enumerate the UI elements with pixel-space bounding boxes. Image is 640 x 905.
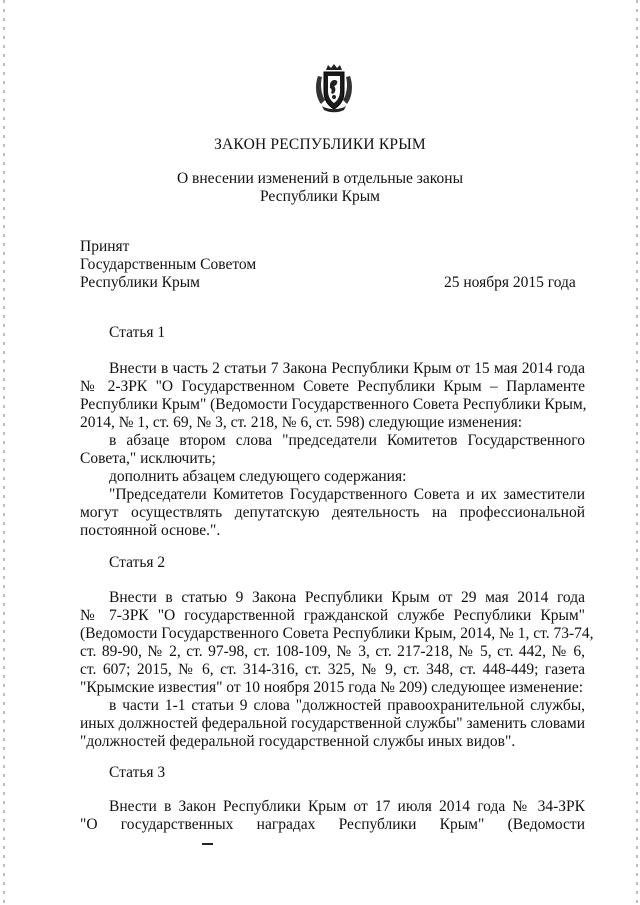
article-2-line: ст. 89-90, № 2, ст. 97-98, ст. 108-109, № 3, ст. 217-218, № 5, ст. 442, № 6, [80, 643, 585, 660]
article-1-line: Республики Крым" (Ведомости Государственного Совета Республики Крым, [80, 396, 587, 413]
article-2-line: ст. 607; 2015, № 6, ст. 314-316, ст. 325, № 9, ст. 348, ст. 448-449; газета [80, 661, 585, 678]
adopted-line-2: Государственным Советом [80, 256, 257, 273]
law-subtitle-line-1: О внесении изменений в отдельные законы [176, 170, 464, 187]
article-1-line: 2014, № 1, ст. 69, № 3, ст. 218, № 6, ст. 598) следующие изменения: [80, 414, 523, 431]
article-1-line: Внести в часть 2 статьи 7 Закона Республики Крым от 15 мая 2014 года [109, 360, 585, 377]
adoption-date: 25 ноября 2015 года [444, 274, 576, 291]
article-1-line: в абзаце втором слова "председатели Комитетов Государственного [109, 432, 585, 449]
article-2-line: (Ведомости Государственного Совета Республики Крым, 2014, № 1, ст. 73-74, [80, 625, 594, 642]
page-number-dash [202, 843, 213, 845]
article-2-line: в части 1-1 статьи 9 слова "должностей правоохранительной службы, [109, 697, 585, 714]
article-1-line: № 2-ЗРК "О Государственном Совете Республики Крым – Парламенте [80, 378, 585, 395]
article-1-line: могут осуществлять депутатскую деятельность на профессиональной [80, 504, 585, 521]
law-subtitle-line-2: Республики Крым [260, 188, 380, 205]
law-title: ЗАКОН РЕСПУБЛИКИ КРЫМ [214, 136, 426, 153]
article-2-line: № 7-ЗРК "О государственной гражданской службе Республики Крым" [80, 607, 585, 624]
article-2-line: Внести в статью 9 Закона Республики Крым от 29 мая 2014 года [109, 589, 585, 606]
article-1-line: "Председатели Комитетов Государственного Совета и их заместители [109, 486, 585, 503]
article-3-line: "О государственных наградах Республики Крым" (Ведомости [80, 816, 585, 833]
article-2-line: иных должностей федеральной государственной службы" заменить словами [80, 715, 585, 732]
adopted-line-3: Республики Крым [80, 274, 200, 291]
article-2-line: "Крымские известия" от 10 ноября 2015 года № 209) следующее изменение: [80, 679, 584, 696]
article-1-heading: Статья 1 [109, 324, 166, 341]
article-3-heading: Статья 3 [109, 764, 166, 781]
article-1-line: дополнить абзацем следующего содержания: [109, 468, 407, 485]
article-2-heading: Статья 2 [109, 554, 166, 571]
article-1-line: постоянной основе.". [80, 522, 221, 539]
coat-of-arms-icon [313, 62, 355, 114]
article-3-line: Внести в Закон Республики Крым от 17 июля 2014 года № 34-ЗРК [109, 798, 585, 815]
article-2-line: "должностей федеральной государственной службы иных видов". [80, 733, 516, 750]
adopted-line-1: Принят [80, 238, 130, 255]
article-1-line: Совета," исключить; [80, 450, 216, 467]
